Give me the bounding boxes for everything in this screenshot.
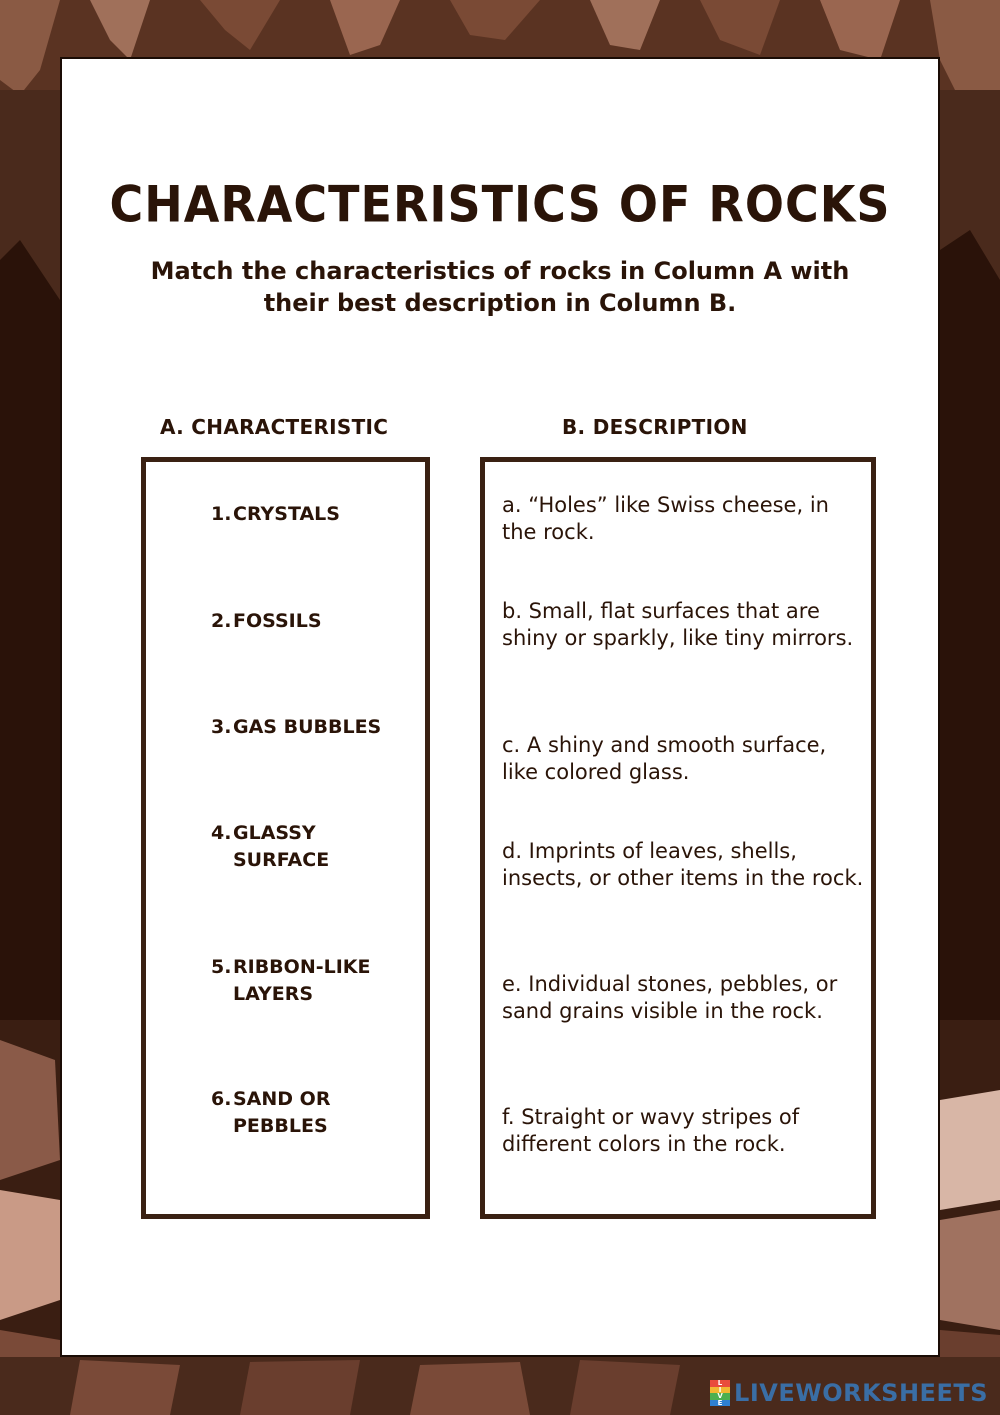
logo-letter: E xyxy=(710,1400,730,1407)
characteristic-number: 1. xyxy=(211,503,232,525)
description-item[interactable]: e. Individual stones, pebbles, or sand grains visible in the rock. xyxy=(502,972,838,1023)
logo-letter: V xyxy=(710,1393,730,1400)
characteristic-item[interactable] xyxy=(211,714,421,741)
column-a-box xyxy=(141,457,430,1219)
description-item[interactable]: a. “Holes” like Swiss cheese, in the rock. xyxy=(502,493,829,544)
characteristic-label: GLASSY SURFACE xyxy=(233,822,330,871)
description-item[interactable]: f. Straight or wavy stripes of different colors in the rock. xyxy=(502,1105,800,1156)
characteristic-number: 6. xyxy=(211,1088,232,1110)
liveworksheets-logo-icon xyxy=(710,1380,730,1406)
instructions-text: Match the characteristics of rocks in Column A with their best description in Column B. xyxy=(150,257,850,317)
description-item[interactable]: b. Small, flat surfaces that are shiny or sparkly, like tiny mirrors. xyxy=(502,599,854,650)
characteristic-number: 5. xyxy=(211,956,232,978)
characteristic-number: 3. xyxy=(211,716,232,738)
logo-letter: L xyxy=(710,1380,730,1387)
brand-name: LIVEWORKSHEETS xyxy=(734,1379,988,1407)
description-item[interactable]: d. Imprints of leaves, shells, insects, or other items in the rock. xyxy=(502,839,864,890)
characteristic-item[interactable] xyxy=(211,608,421,635)
characteristic-item[interactable] xyxy=(211,954,391,1008)
characteristic-number: 2. xyxy=(211,610,232,632)
column-b-box xyxy=(480,457,876,1219)
logo-letter: I xyxy=(710,1387,730,1394)
characteristic-item[interactable] xyxy=(211,820,361,874)
worksheet-page xyxy=(60,57,940,1357)
column-b-header: B. DESCRIPTION xyxy=(562,415,748,439)
liveworksheets-brand[interactable] xyxy=(710,1377,988,1409)
description-item[interactable]: c. A shiny and smooth surface, like colored glass. xyxy=(502,733,827,784)
characteristic-label: SAND OR PEBBLES xyxy=(233,1088,331,1137)
worksheet-title: CHARACTERISTICS OF ROCKS xyxy=(109,174,891,234)
characteristic-item[interactable] xyxy=(211,501,421,528)
column-a-header: A. CHARACTERISTIC xyxy=(160,415,389,439)
characteristic-label: GAS BUBBLES xyxy=(233,716,382,738)
characteristic-number: 4. xyxy=(211,822,232,844)
characteristic-label: CRYSTALS xyxy=(233,503,340,525)
characteristic-item[interactable] xyxy=(211,1086,361,1140)
characteristic-label: RIBBON-LIKE LAYERS xyxy=(233,956,371,1005)
characteristic-label: FOSSILS xyxy=(233,610,322,632)
